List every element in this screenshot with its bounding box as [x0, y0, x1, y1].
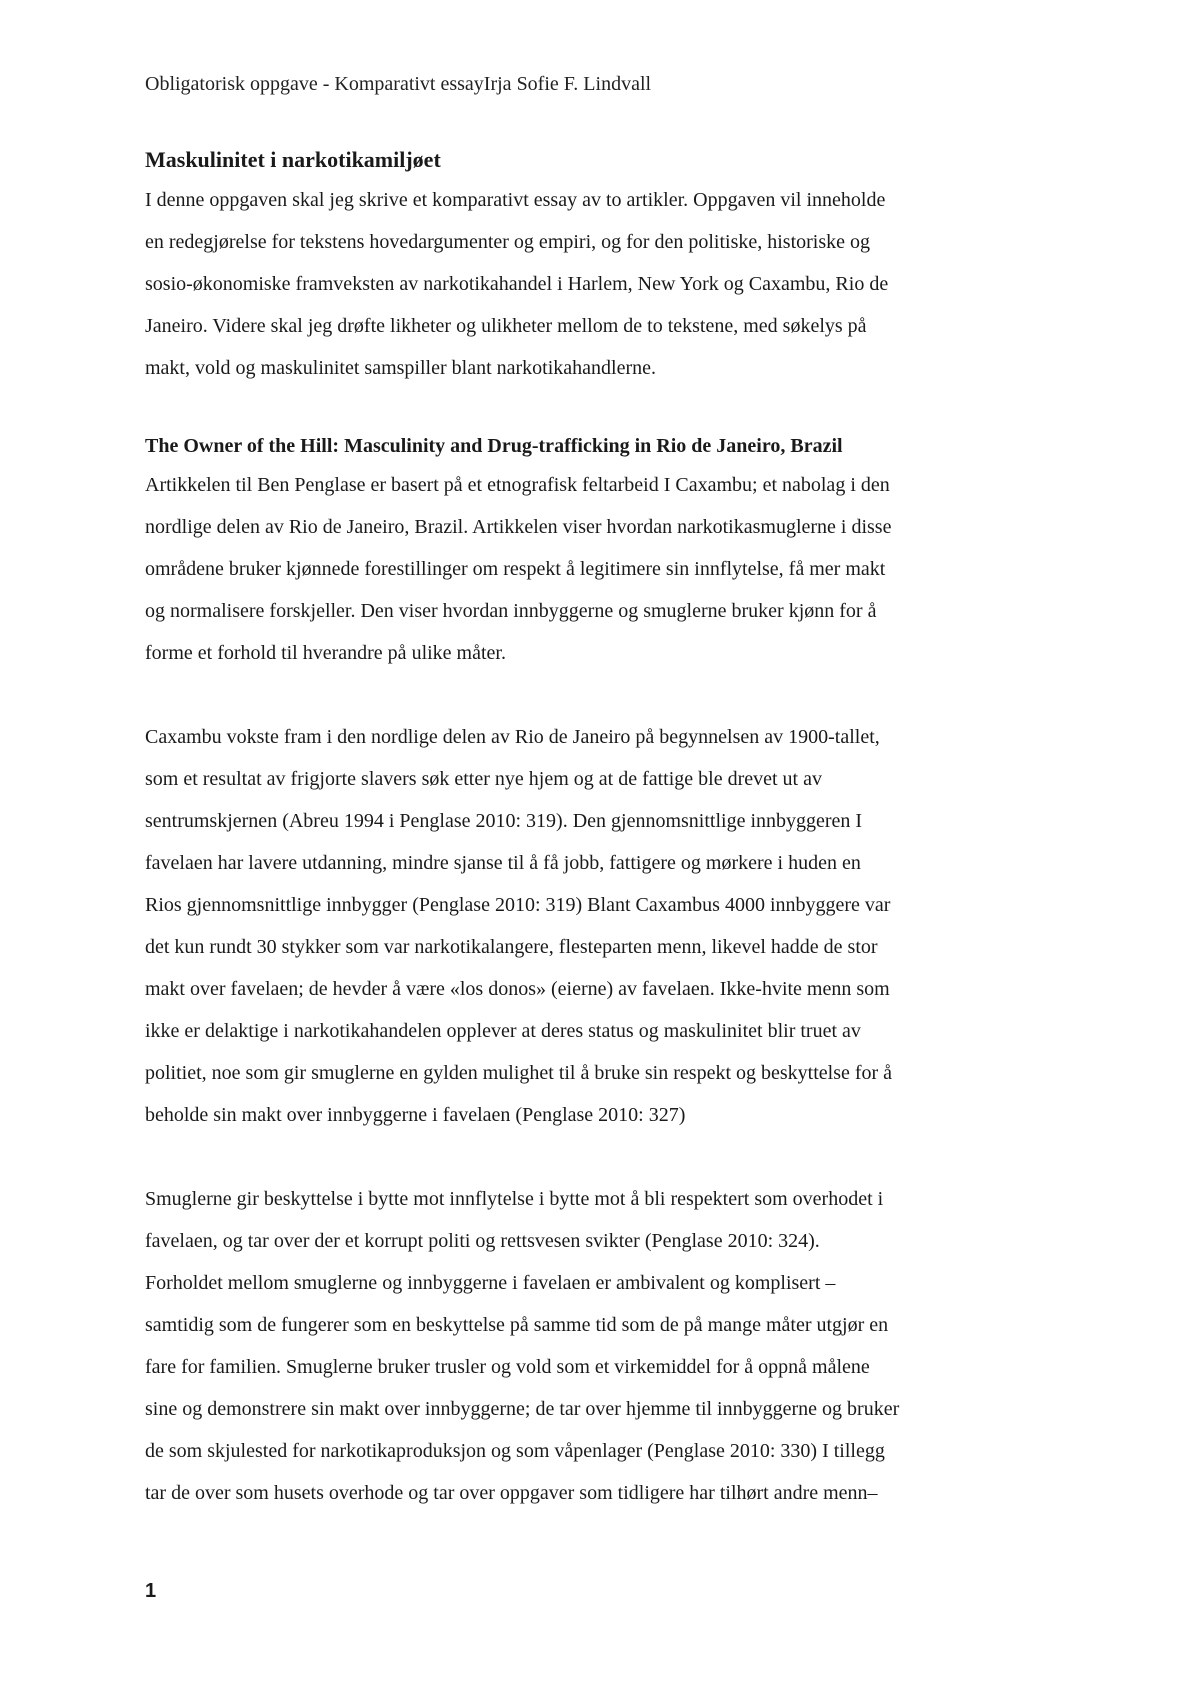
page-number: 1: [145, 1580, 157, 1602]
text-line: samtidig som de fungerer som en beskyttelse på samme tid som de på mange måter utgjør en: [145, 1314, 889, 1336]
page-header: Obligatorisk oppgave - Komparativt essayIrja Sofie F. Lindvall: [145, 73, 652, 95]
text-line: makt over favelaen; de hevder å være «los donos» (eierne) av favelaen. Ikke-hvite menn som: [145, 978, 890, 1000]
text-line: en redegjørelse for tekstens hovedargumenter og empiri, og for den politiske, historiske og: [145, 231, 870, 253]
text-line: fare for familien. Smuglerne bruker trusler og vold som et virkemiddel for å oppnå målene: [145, 1356, 870, 1378]
text-line: Rios gjennomsnittlige innbygger (Penglase 2010: 319) Blant Caxambus 4000 innbyggere var: [145, 894, 891, 916]
text-line: forme et forhold til hverandre på ulike måter.: [145, 642, 506, 664]
text-line: de som skjulested for narkotikaproduksjon og som våpenlager (Penglase 2010: 330) I tillegg: [145, 1440, 885, 1462]
text-line: beholde sin makt over innbyggerne i favelaen (Penglase 2010: 327): [145, 1104, 686, 1126]
text-line: Caxambu vokste fram i den nordlige delen av Rio de Janeiro på begynnelsen av 1900-tallet,: [145, 726, 880, 748]
text-line: det kun rundt 30 stykker som var narkotikalangere, flesteparten menn, likevel hadde de stor: [145, 936, 878, 958]
text-line: I denne oppgaven skal jeg skrive et komparativt essay av to artikler. Oppgaven vil inneholde: [145, 189, 886, 211]
text-line: sentrumskjernen (Abreu 1994 i Penglase 2010: 319). Den gjennomsnittlige innbyggeren I: [145, 810, 863, 832]
text-line: Forholdet mellom smuglerne og innbyggerne i favelaen er ambivalent og komplisert –: [145, 1272, 836, 1294]
document-title: Maskulinitet i narkotikamiljøet: [145, 147, 441, 172]
section-paragraph-3: [145, 1178, 1065, 1514]
text-line: Janeiro. Videre skal jeg drøfte likheter og ulikheter mellom de to tekstene, med søkelys på: [145, 315, 867, 337]
section-paragraph-1: [145, 464, 1065, 674]
text-line: ikke er delaktige i narkotikahandelen opplever at deres status og maskulinitet blir truet av: [145, 1020, 861, 1042]
paragraph-spacer: [145, 389, 1065, 431]
section-paragraph-2: [145, 716, 1065, 1136]
text-line: favelaen har lavere utdanning, mindre sjanse til å få jobb, fattigere og mørkere i huden en: [145, 852, 861, 874]
text-line: nordlige delen av Rio de Janeiro, Brazil. Artikkelen viser hvordan narkotikasmuglerne i disse: [145, 516, 892, 538]
text-line: sosio-økonomiske framveksten av narkotikahandel i Harlem, New York og Caxambu, Rio de: [145, 273, 889, 295]
text-line: makt, vold og maskulinitet samspiller blant narkotikahandlerne.: [145, 357, 656, 379]
text-line: politiet, noe som gir smuglerne en gylden mulighet til å bruke sin respekt og beskyttelse for å: [145, 1062, 893, 1084]
section-heading: The Owner of the Hill: Masculinity and Drug-trafficking in Rio de Janeiro, Brazil: [145, 435, 843, 457]
paragraph-spacer: [145, 674, 1065, 716]
text-line: og normalisere forskjeller. Den viser hvordan innbyggerne og smuglerne bruker kjønn for å: [145, 600, 877, 622]
document-body: [145, 145, 1065, 1514]
text-line: som et resultat av frigjorte slavers søk etter nye hjem og at de fattige ble drevet ut av: [145, 768, 822, 790]
text-line: områdene bruker kjønnede forestillinger om respekt å legitimere sin innflytelse, få mer makt: [145, 558, 886, 580]
text-line: tar de over som husets overhode og tar over oppgaver som tidligere har tilhørt andre menn–: [145, 1482, 878, 1504]
intro-paragraph: [145, 179, 1065, 389]
paragraph-spacer: [145, 1136, 1065, 1178]
text-line: Artikkelen til Ben Penglase er basert på et etnografisk feltarbeid I Caxambu; et nabolag i den: [145, 474, 890, 496]
text-line: sine og demonstrere sin makt over innbyggerne; de tar over hjemme til innbyggerne og bruker: [145, 1398, 900, 1420]
text-line: favelaen, og tar over der et korrupt politi og rettsvesen svikter (Penglase 2010: 324).: [145, 1230, 820, 1252]
text-line: Smuglerne gir beskyttelse i bytte mot innflytelse i bytte mot å bli respektert som overhodet i: [145, 1188, 884, 1210]
